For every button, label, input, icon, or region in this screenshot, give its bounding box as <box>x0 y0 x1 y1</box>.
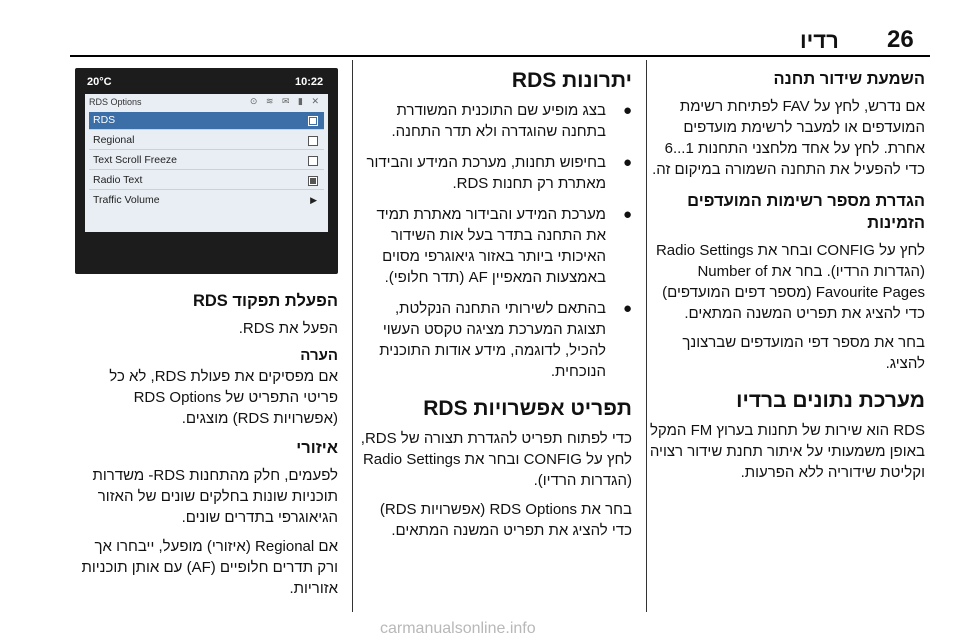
checkbox-icon[interactable] <box>308 156 318 166</box>
list-item: ● בצג מופיע שם התוכנית המשודרת בתחנה שהוגדרה ולא תדר התחנה. <box>391 102 632 140</box>
para-regional: לפעמים, חלק מהתחנות RDS- משדרות תוכניות שונות בחלקים שונים של האזור הגיאוגרפי בתדרים שונים. <box>92 467 338 526</box>
menu-item-regional[interactable]: Regional <box>89 132 324 150</box>
page-number: 26 <box>887 26 914 53</box>
column-middle <box>360 68 632 549</box>
footer-watermark: carmanualsonline.info <box>380 620 536 637</box>
screen-menu-panel <box>85 94 328 232</box>
para-rds-system: RDS הוא שירות של תחנות בערוץ FM המקל באופן משמעותי על איתור תחנת שידור רצויה וקליטת שידוריה ללא הפרעות. <box>649 422 925 481</box>
menu-item-text-scroll-freeze[interactable]: Text Scroll Freeze <box>89 152 324 170</box>
screen-status-icons: ⊙ ≋ ✉ ▮ ✕ <box>249 96 322 106</box>
checkbox-icon[interactable] <box>308 116 318 126</box>
menu-item-traffic-volume[interactable]: Traffic Volume ▶ <box>89 192 324 209</box>
note-label: הערה <box>300 347 338 364</box>
column-divider <box>646 60 647 612</box>
para-rds-menu: כדי לפתוח תפריט להגדרת תצורה של RDS, לחץ על CONFIG ובחר את Radio Settings (הגדרות הרדיו). <box>360 430 632 489</box>
screen-clock: 10:22 <box>295 76 324 88</box>
heading-fav: השמעת שידור תחנה <box>773 70 925 88</box>
para-fav-count: לחץ על CONFIG ובחר את Radio Settings (הגדרות הרדיו). בחר את Number of Favourite Pages (מספר דפים המועדפים) כדי להציג את תפריט המשנה המתאים. <box>655 242 925 322</box>
menu-item-radio-text[interactable]: Radio Text <box>89 172 324 190</box>
para-fav-count-2: בחר את מספר דפי המועדפים שברצונך להציג. <box>682 334 925 372</box>
column-right <box>648 68 925 491</box>
header-rule <box>70 55 930 57</box>
heading-enable-rds: הפעלת תפקוד RDS <box>192 292 338 310</box>
screen-title-row <box>85 94 328 110</box>
column-left <box>75 290 338 607</box>
para-regional-2: אם Regional (איזורי) מופעל, ייבחרו אך ורק תדרים חלופיים (AF) עם אותן תוכניות אזוריות. <box>81 538 338 597</box>
rds-options-screenshot <box>75 68 338 274</box>
list-item: ● מערכת המידע והבידור מאתרת תמיד את התחנה בתדר בעל אות השידור האיכותי ביותר באזור גיאוגרפי מסוים באמצעות המאפיין AF (תדר חלופי). <box>376 206 632 286</box>
heading-fav-count: הגדרת מספר רשימות המועדפים הזמינות <box>687 192 925 232</box>
heading-rds-menu: תפריט אפשרויות RDS <box>423 397 632 420</box>
heading-regional: איזורי <box>296 439 338 457</box>
menu-item-rds[interactable]: RDS <box>89 112 324 130</box>
list-item: ● בהתאם לשירותי התחנה הנקלטת, תצוגת המערכת מציגה טקסט העשוי להכיל, לדוגמה, מידע אודות התוכנית הנוכחית. <box>379 300 632 380</box>
screen-title: RDS Options <box>89 97 142 107</box>
heading-rds-system: מערכת נתונים ברדיו <box>736 389 925 412</box>
checkbox-icon[interactable] <box>308 136 318 146</box>
para-rds-menu-2: בחר את RDS Options (אפשרויות RDS) כדי להציג את תפריט המשנה המתאים. <box>379 501 632 539</box>
para-fav: אם נדרש, לחץ על FAV לפתיחת רשימת המועדפים או למעבר לרשימת מועדפים אחרת. לחץ על אחד מלחצני התחנות 1...6 כדי להפעיל את התחנה השמורה במיקום זה. <box>652 98 925 178</box>
checkbox-icon[interactable] <box>308 176 318 186</box>
screen-status-bar <box>83 74 330 92</box>
heading-rds-advantages: יתרונות RDS <box>511 69 632 92</box>
advantages-list <box>360 100 632 382</box>
note-text: אם מפסיקים את פעולת RDS, לא כל פריטי התפריט של RDS Options (אפשרויות RDS) מוצגים. <box>109 368 338 427</box>
page-header <box>0 0 960 58</box>
para-enable-rds: הפעל את RDS. <box>238 320 338 337</box>
column-divider <box>352 60 353 612</box>
screen-temperature: 20°C <box>87 76 112 88</box>
page-title: רדיו <box>800 28 839 53</box>
list-item: ● בחיפוש תחנות, מערכת המידע והבידור מאתרת רק תחנות RDS. <box>366 154 632 192</box>
chevron-right-icon: ▶ <box>310 195 317 205</box>
